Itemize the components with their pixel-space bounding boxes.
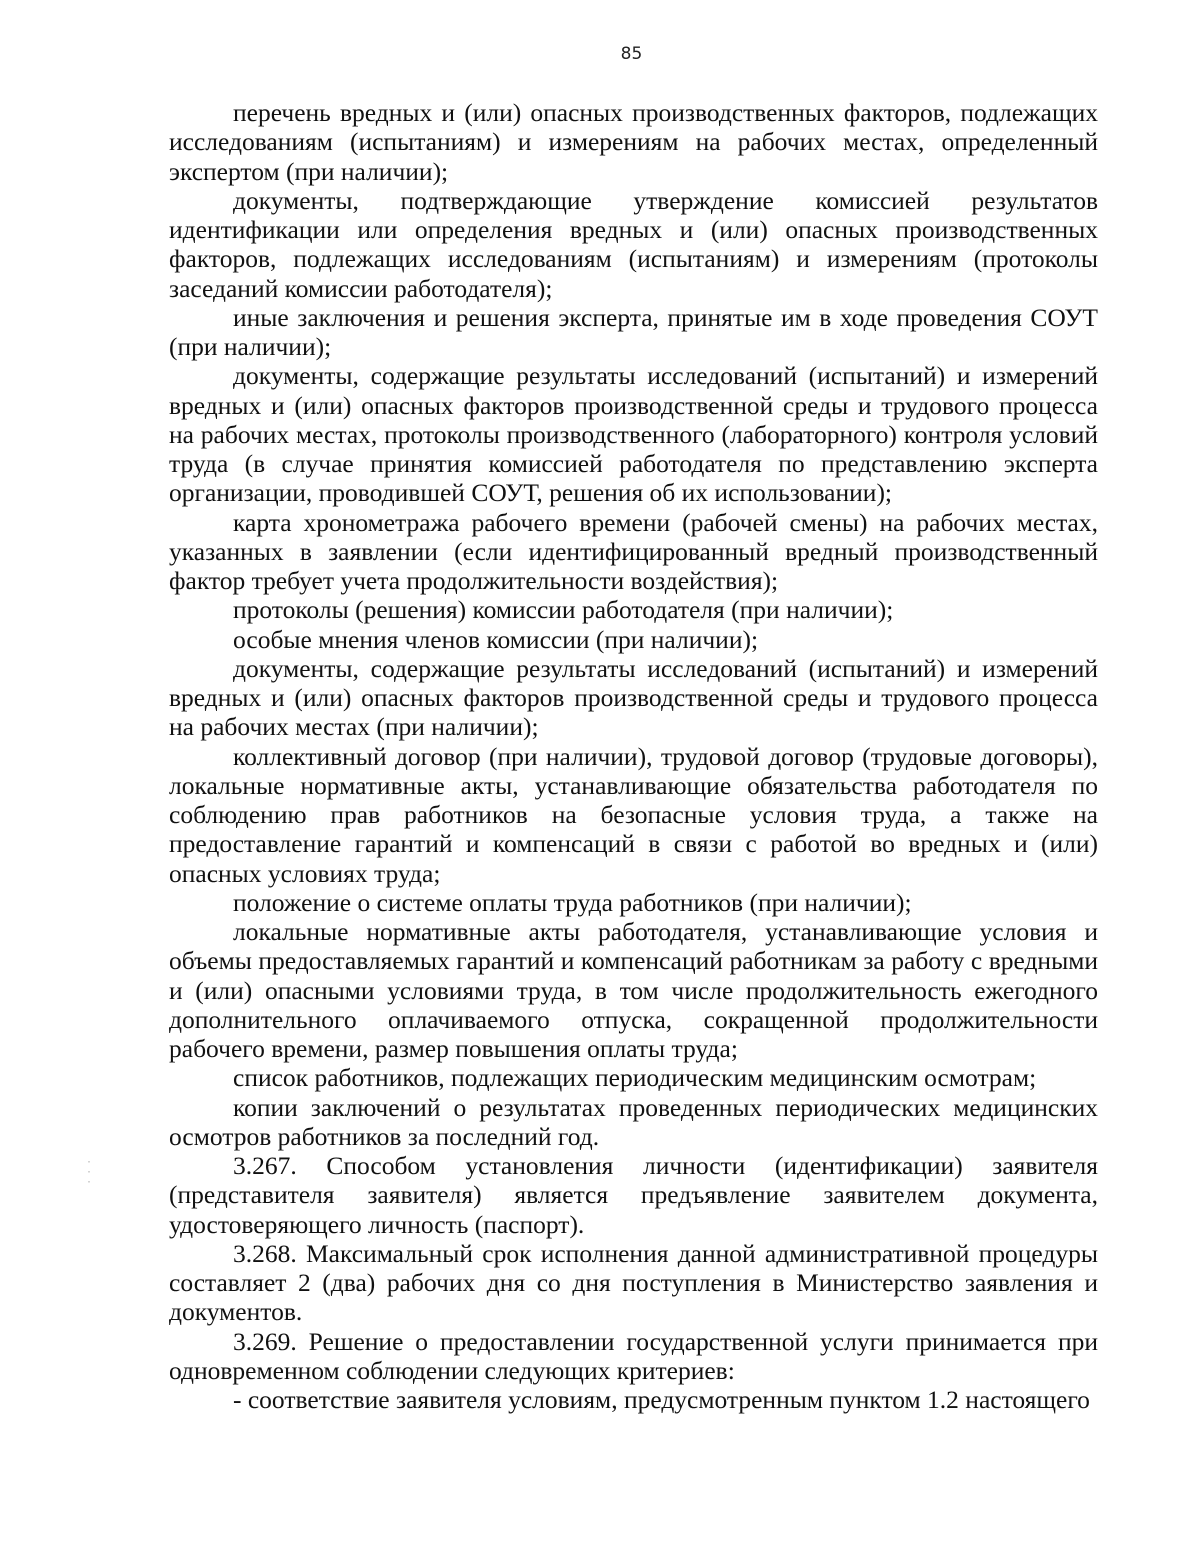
paragraph-list-item: особые мнения членов комиссии (при наличии); (233, 624, 759, 654)
paragraph-criteria-item: - соответствие заявителя условиям, предусмотренным пунктом 1.2 настоящего (233, 1385, 1090, 1414)
paragraph-list-item: протоколы (решения) комиссии работодателя (при наличии); (233, 595, 894, 625)
paragraph-list-item: положение о системе оплаты труда работников (при наличии); (233, 887, 912, 917)
paragraph-clause-3-268: 3.268. Максимальный срок исполнения данной административной процедуры составляет 2 (два) рабочих дня со дня поступления в Министерство заявления и документов. (169, 1238, 1098, 1327)
scan-artifact-marks: · · · (86, 1157, 93, 1188)
page-number: 85 (620, 44, 643, 64)
paragraph-clause-3-269: 3.269. Решение о предоставлении государственной услуги принимается при одновременном соблюдении следующих критериев: (169, 1326, 1098, 1385)
paragraph-list-item: список работников, подлежащих периодическим медицинским осмотрам; (233, 1063, 1037, 1093)
paragraph-list-item: иные заключения и решения эксперта, принятые им в ходе проведения СОУТ (при наличии); (169, 302, 1098, 361)
paragraph-list-item: карта хронометража рабочего времени (рабочей смены) на рабочих местах, указанных в заявлении (если идентифицированный вредный производственный фактор требует учета продолжительности воздействия); (169, 507, 1098, 595)
document-body (169, 98, 1098, 1414)
paragraph-list-item: копии заключений о результатах проведенных периодических медицинских осмотров работников за последний год. (169, 1092, 1098, 1151)
paragraph-clause-3-267: 3.267. Способом установления личности (идентификации) заявителя (представителя заявителя) является предъявление заявителем документа, удостоверяющего личность (паспорт). (169, 1151, 1098, 1239)
paragraph-list-item: перечень вредных и (или) опасных производственных факторов, подлежащих исследованиям (испытаниям) и измерениям на рабочих местах, определенный экспертом (при наличии); (169, 98, 1098, 186)
paragraph-list-item: документы, содержащие результаты исследований (испытаний) и измерений вредных и (или) опасных факторов производственной среды и трудового процесса на рабочих местах, протоколы производственного (лабораторного) контроля условий труда (в случае принятия комиссией работодателя по представлению эксперта организации, проводившей СОУТ, решения об их использовании); (169, 361, 1098, 508)
paragraph-list-item: документы, подтверждающие утверждение комиссией результатов идентификации или определения вредных и (или) опасных производственных факторов, подлежащих исследованиям (испытаниям) и измерениям (протоколы заседаний комиссии работодателя); (169, 185, 1098, 303)
paragraph-list-item: документы, содержащие результаты исследований (испытаний) и измерений вредных и (или) опасных факторов производственной среды и трудового процесса на рабочих местах (при наличии); (169, 653, 1098, 742)
paragraph-list-item: коллективный договор (при наличии), трудовой договор (трудовые договоры), локальные нормативные акты, устанавливающие обязательства работодателя по соблюдению прав работников на безопасные условия труда, а также на предоставление гарантий и компенсаций в связи с работой во вредных и (или) опасных условиях труда; (169, 741, 1098, 888)
paragraph-list-item: локальные нормативные акты работодателя, устанавливающие условия и объемы предоставляемых гарантий и компенсаций работникам за работу с вредными и (или) опасными условиями труда, в том числе продолжительность ежегодного дополнительного оплачиваемого отпуска, сокращенной продолжительности рабочего времени, размер повышения оплаты труда; (169, 917, 1098, 1063)
